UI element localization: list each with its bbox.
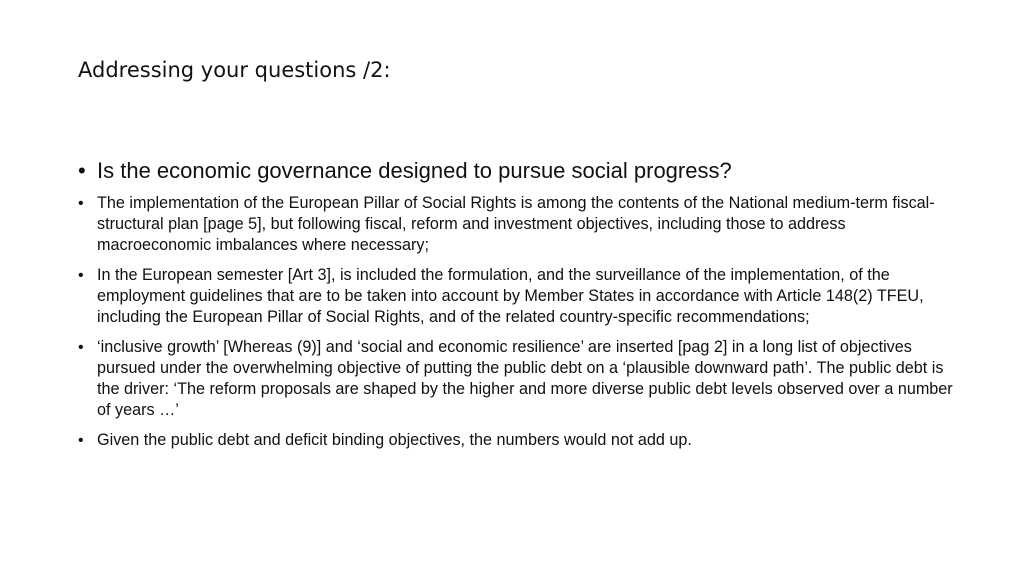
bullet-item-pillar [78,193,958,256]
bullet-item-semester [78,265,958,328]
bullet-text: Given the public debt and deficit binding objectives, the numbers would not add up. [97,431,692,449]
bullet-dot-icon: • [78,339,84,356]
bullet-item-public-debt [78,430,958,451]
slide-title: Addressing your questions /2: [78,58,391,82]
bullet-text: In the European semester [Art 3], is included the formulation, and the surveillance of the implementation, of the employment guidelines that are to be taken into account by Member States in accordance with Article 148(2) TFEU, including the European Pillar of Social Rights, and of the related country-specific recommendations; [97,266,924,326]
bullet-list [78,156,958,460]
bullet-dot-icon: • [78,158,86,183]
bullet-item-inclusive-growth [78,337,958,421]
bullet-dot-icon: • [78,267,84,284]
bullet-text: The implementation of the European Pillar of Social Rights is among the contents of the National medium-term fiscal-structural plan [page 5], but following fiscal, reform and investment objectives, including those to address macroeconomic imbalances where necessary; [97,194,935,254]
bullet-item-question [78,156,958,186]
bullet-dot-icon: • [78,195,84,212]
bullet-text: ‘inclusive growth’ [Whereas (9)] and ‘social and economic resilience’ are inserted [pag 2] in a long list of objectives pursued under the overwhelming objective of putting the public debt on a ‘plausible downward path’. The public debt is the driver: ‘The reform proposals are shaped by the higher and more diverse public debt levels observed over a number of years …’ [97,338,953,419]
bullet-text: Is the economic governance designed to pursue social progress? [97,158,732,183]
bullet-dot-icon: • [78,432,84,449]
